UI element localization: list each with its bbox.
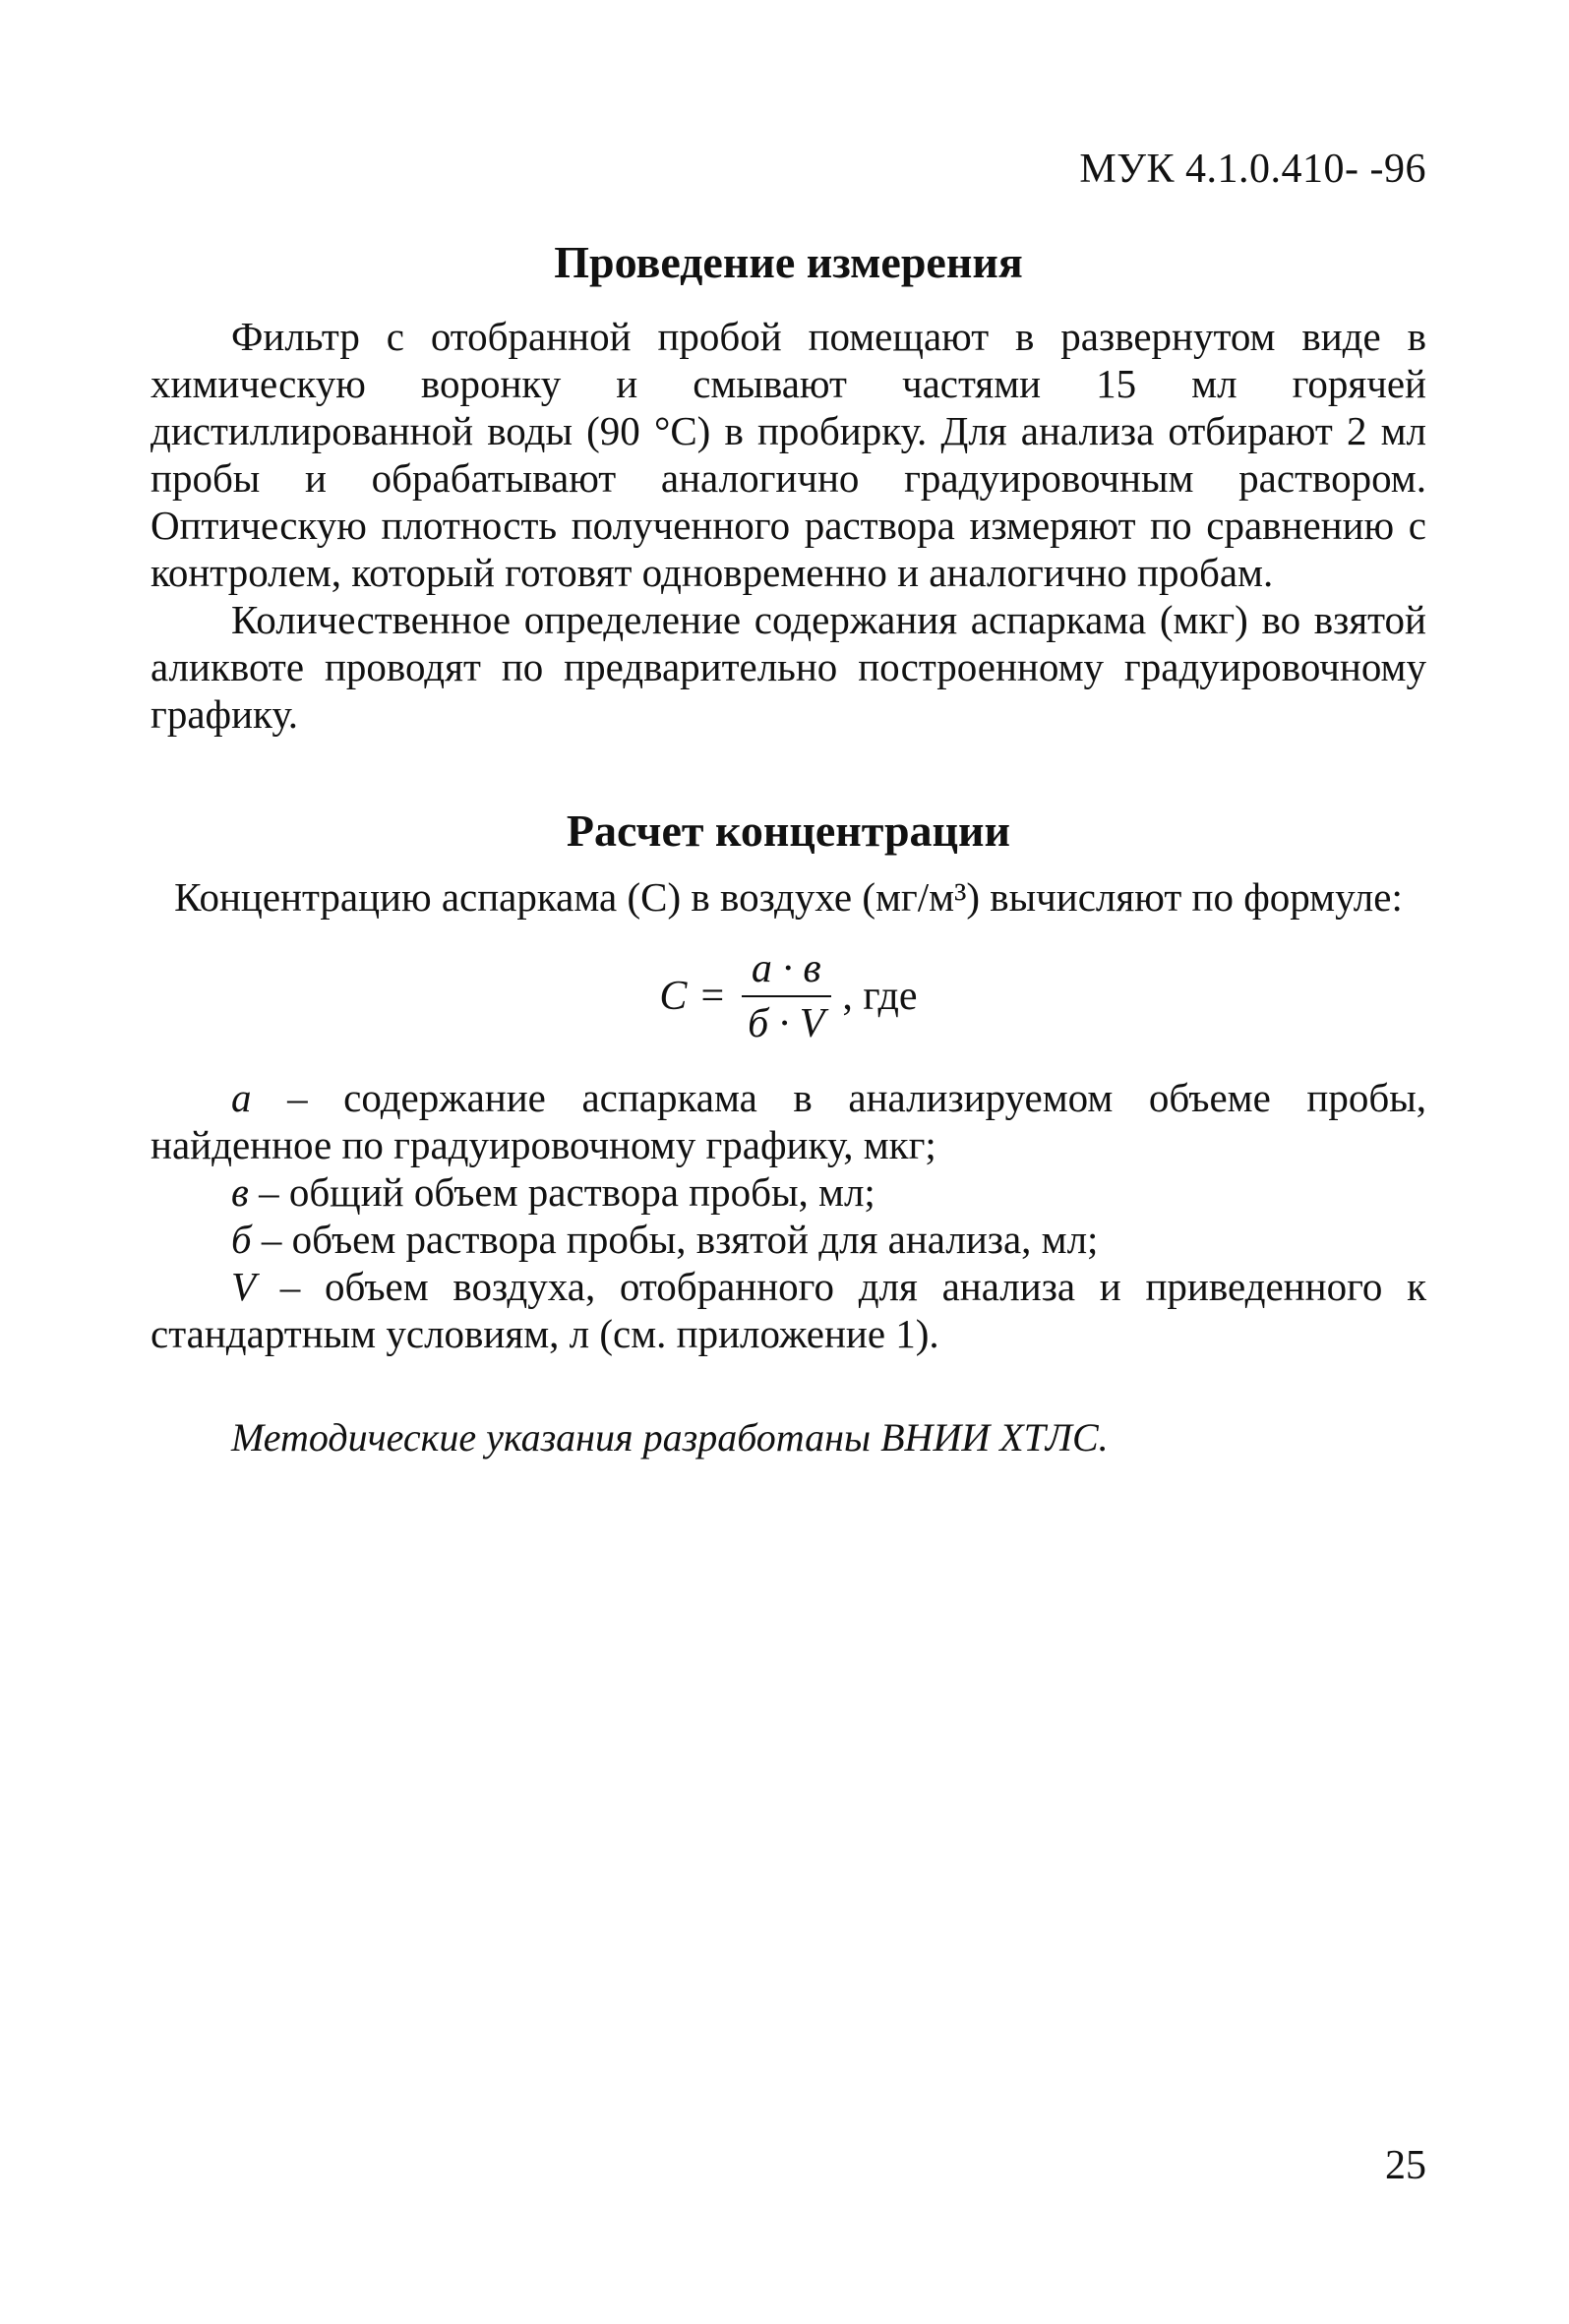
formula-denominator: б · V — [748, 1001, 825, 1046]
document-code: МУК 4.1.0.410- -96 — [1079, 147, 1426, 192]
formula-equals: = — [700, 974, 725, 1019]
variable-symbol: V — [231, 1264, 257, 1309]
formula-fraction — [738, 946, 834, 1046]
formula-numerator: а · в — [742, 946, 831, 997]
authorship-note: Методические указания разработаны ВНИИ ХТЛС. — [231, 1415, 1109, 1460]
formula-lhs: С — [659, 974, 688, 1019]
formula-intro: Концентрацию аспаркама (С) в воздухе (мг/м³) вычисляют по формуле: — [174, 874, 1403, 920]
variable-symbol: а — [231, 1075, 252, 1120]
measurement-paragraph: Фильтр с отобранной пробой помещают в развернутом виде в химическую воронку и смывают частями 15 мл горячей дистиллированной воды (90 °С) в пробирку. Для анализа отбирают 2 мл пробы и обрабатывают аналогично градуировочным раствором. Оптическую плотность полученного раствора измеряют по сравнению с контролем, который готовят одновременно и аналогично пробам. — [151, 314, 1426, 595]
measurement-paragraph: Количественное определение содержания аспаркама (мкг) во взятой аликвоте проводят по предварительно построенному градуировочному графику. — [151, 597, 1426, 737]
variable-definition — [151, 1216, 1426, 1263]
page-content — [151, 236, 1426, 1501]
section-title-calculation: Расчет концентрации — [566, 805, 1011, 856]
concentration-formula — [151, 946, 1426, 1046]
variable-symbol: б — [231, 1217, 252, 1262]
section-spacer — [151, 738, 1426, 804]
variable-definition — [151, 1074, 1426, 1168]
variable-description: – объем раствора пробы, взятой для анализа, мл; — [251, 1217, 1099, 1262]
page-number: 25 — [1385, 2143, 1426, 2188]
variable-description: – общий объем раствора пробы, мл; — [248, 1169, 875, 1215]
variable-definition — [151, 1168, 1426, 1216]
variable-definition — [151, 1263, 1426, 1357]
variable-description: – содержание аспаркама в анализируемом объеме пробы, найденное по градуировочному графику, мкг; — [151, 1075, 1426, 1167]
variable-description: – объем воздуха, отобранного для анализа и приведенного к стандартным условиям, л (см. приложение 1). — [151, 1264, 1426, 1356]
section-title-measurement: Проведение измерения — [554, 237, 1023, 287]
formula-suffix: , где — [842, 974, 918, 1019]
variable-symbol: в — [231, 1169, 249, 1215]
